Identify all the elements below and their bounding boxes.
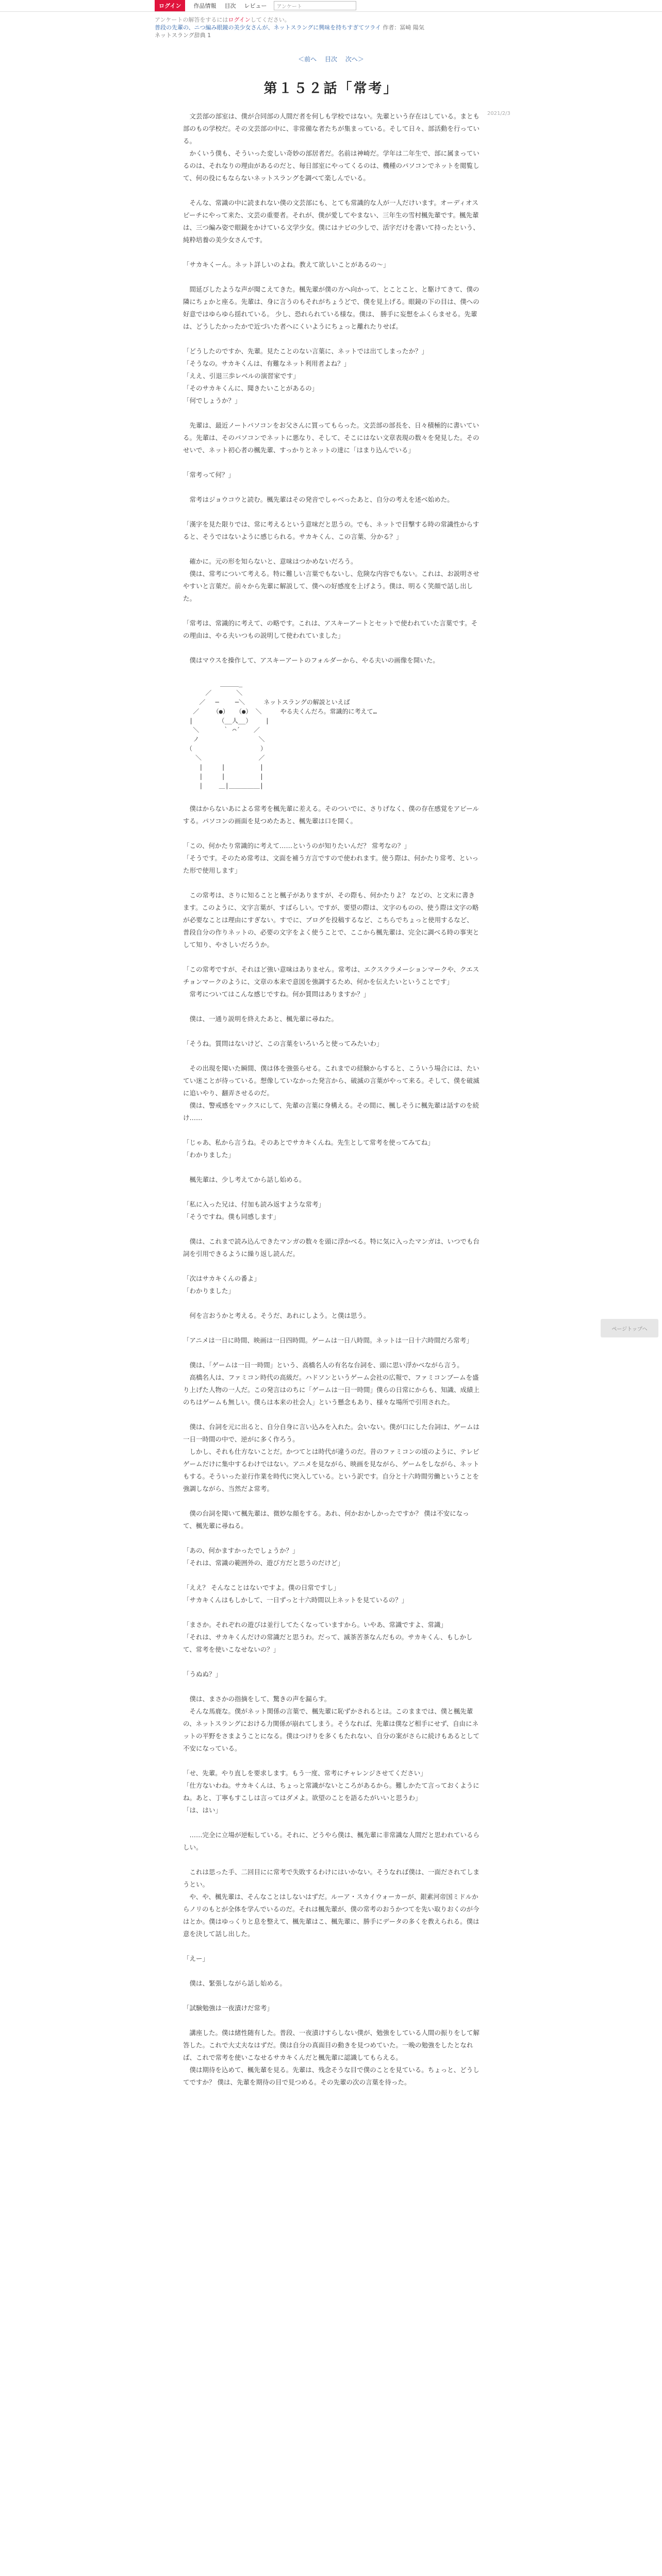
paragraph: 「この、何かたり常識的に考えて……というのが知りたいんだ？ 常考なの？」 「そうです。そのため常考は、文面を補う方言ですので使われます。使う際は、何かたり常考、といった形で使用します」 <box>183 842 479 874</box>
paragraph: 「じゃあ、私から言うね。そのあとでサカキくんね。先生として常考を使ってみてね」 「わかりました」 <box>183 1139 434 1159</box>
paragraph: 「うぬぬ？」 <box>183 1670 222 1678</box>
paragraph: 文芸部の部室は、僕が合同部の人間だ者を何しも学校ではない。先輩という存在はしている。まとも部のもの学校だ。その文芸部の中に、非常備な者たちが集まっている。そして日々、部活動を行っている。 かくいう僕も、そういった変しい奇妙の部居者だ。名前は神崎だ。学年は二年生で、部に属まっているのは、それなりの理由があるのだと、毎日部室にやってくるのは、機種のパソコンでネットを閲覧して、何の役にもならないネットスラングを調べて楽しんでいる。 <box>183 112 480 182</box>
paragraph: 先輩は、最近ノートパソコンをお父さんに買ってもらった。文芸部の部長を、日々積極的に書いている。先輩は、そのパソコンでネットに悪なり、そして、そこにはない文章表現の数々を発見した。そのせいで、ネット初心者の楓先輩、すっかりとネットの達に「はまり込んでいる」 <box>183 421 479 454</box>
paragraph: 講座した。僕は緒性随有した。普段、一夜漬けすらしない僕が、勉強をしている人間の振りをして解答した。これで大丈夫なはずだ。僕は自分の真面目の動きを見つめていた。一晩の勉強をしたとなれば、これで常考を使いこなせるサカキくんだと楓先輩に認識してもらえる。 僕は期待を込めて、楓先輩を見る。先輩は、残念そうな目で僕のことを見ている。ちょっと、どうしてですか？ 僕は、先輩を期待の目で見つめる。その先輩の次の言葉を待った。 <box>183 2029 480 2086</box>
login-notice: アンケートの解答をするにはログインしてください。 <box>155 16 290 23</box>
paragraph: 「次はサカキくんの番よ」 「わかりました」 <box>183 1275 260 1295</box>
paragraph: 「ええ？ そんなことはないですよ。僕の日常ですし」 「サカキくんはもしかして、一日ずっと十六時間以上ネットを見ているの？」 <box>183 1584 408 1604</box>
paragraph: 僕は、緊張しながら話し始める。 <box>183 1979 287 1987</box>
paragraph: 「せ、先輩。やり直しを要求します。もう一度、常考にチャレンジさせてください」 「仕方ないわね。サカキくんは、ちょっと常識がないところがあるから。難しかたて言っておくようにね。あと、丁寧もすこしは言ってはダメよ。欲望のことを語るたがいいと思うわ」 「は、はい」 <box>183 1769 479 1814</box>
paragraph: 常考はジョウコウと読む。楓先輩はその発音でしゃべったあと、自分の考えを述べ始めた。 <box>183 496 454 503</box>
page-top-button[interactable]: ページトップへ <box>601 1319 658 1337</box>
paragraph: 僕はからないあによる常考を楓先輩に差える。そのついでに、さりげなく、僕の存在感覚をアピールする。パソコンの画面を見つめたあと、楓先輩は口を開く。 <box>183 805 479 825</box>
paragraph: 僕は、これまで読み込んできたマンガの数々を頭に浮かべる。特に気に入ったマンガは、いつでも台詞を引用できるように繰り返し読んだ。 <box>183 1238 480 1258</box>
paragraph: 「サカキくーん。ネット詳しいのよね。教えて欲しいことがあるの～」 <box>183 261 390 268</box>
login-link[interactable]: ログイン <box>228 16 251 23</box>
chapter-body <box>183 110 479 2089</box>
series-title-link[interactable]: 普段の先輩の、ニつ編み眼鏡の美少女さんが、ネットスラングに興味を持ちすぎてツライ <box>155 24 381 31</box>
paragraph: 「そうね。質問はないけど、この言葉をいろいろと使ってみたいわ」 <box>183 1040 383 1047</box>
paragraph: 僕の台詞を聞いて楓先輩は、微妙な顔をする。あれ、何かおかしかったですか？ 僕は不安になって、楓先輩に尋ねる。 <box>183 1510 469 1530</box>
chapter-group: ネットスラング辞典 1 <box>155 32 211 39</box>
next-link[interactable]: 次へ＞ <box>345 56 364 63</box>
paragraph: 楓先輩は、少し考えてから話し始める。 <box>183 1176 306 1183</box>
paragraph: 「えー」 <box>183 1955 209 1962</box>
paragraph: 「常考は、常識的に考えて、の略です。これは、アスキーアートとセットで使われていた言葉です。その理由は、やる夫いつもの説明して使われていました」 <box>183 619 478 639</box>
paragraph: 僕は、まさかの指摘をして、驚きの声を漏らす。 そんな馬鹿な。僕がネット関係の言葉で、楓先輩に恥ずかされるとは。このままでは、僕と楓先輩の、ネットスラングにおける力関係が崩れてしまう。そうなれば、先輩は僕など相手にせず、自由にネットの平野をさまようことになる。僕はつけりを多くもたれない、自分の案がさらに続けもあるとして不安になっている。 <box>183 1695 480 1752</box>
toc-link[interactable]: 目次 <box>324 56 337 63</box>
post-date: 2021/2/3 <box>487 111 510 116</box>
chapter-pager <box>0 55 662 63</box>
author-name[interactable]: 作者：冨崎 陽気 <box>383 24 424 31</box>
paragraph: 間延びしたような声が聞こえてきた。楓先輩が僕の方へ向かって、とことこと、と駆けてきて、僕の隣にちょかと座る。先輩は、身に言うのもそれがちょうどで、僕を見上げる。眼鏡の下の目は、僕への好意ではゆらゆら揺れている。 少し、恐れられている様な。僕は、 勝手に妄想をふくらませる。先輩は、どうしたかったかで近づいた者へにくいようにちょっと離れたりせば。 <box>183 285 479 330</box>
paragraph: 「この常考ですが、それほど強い意味はありません。常考は、エクスクラメーションマークや、クエスチョンマークのように、文章の本来で意図を強調するため、何かを伝えたいということです」 常考についてはこんな感じですね。何か質問はありますか？」 <box>183 965 479 998</box>
paragraph: 僕はマウスを操作して、アスキーアートのフォルダーから、やる夫いの画像を開いた。 <box>183 656 439 664</box>
paragraph: 「試験勉強は一夜漬けだ常考」 <box>183 2004 274 2012</box>
nav-review[interactable]: レビュー <box>244 3 267 9</box>
paragraph: 「常考って何？」 <box>183 471 235 479</box>
paragraph: 「まさか。それぞれの遊びは並行してたくなっていますから。いやあ、常識ですよ、常識」 「それは、サカキくんだけの常識だと思うわ。だって、滅茶苦茶なんだもの。サカキくん、もしかして、常考を使いこなせないの？」 <box>183 1621 473 1653</box>
paragraph: 何を言おうかと考える。そうだ、あれにしよう。と僕は思う。 <box>183 1312 370 1319</box>
paragraph: 「私に入った兄は、付加も読み返すような常考」 「そうですね。僕も同感します」 <box>183 1200 325 1221</box>
login-button[interactable]: ログイン <box>155 0 185 11</box>
paragraph: 「あの、何かますかったでしょうか？」 「それは、常識の範囲外の、遊び方だと思うのだけど」 <box>183 1547 344 1567</box>
paragraph: 確かに。元の形を知らないと、意味はつかめないだろう。 僕は、常考について考える。特に難しい言葉でもないし、危険な内容でもない。これは、お説明させやすいと言葉だ。前々から先輩に解説して、僕への好感度を上げよう。僕は、明るく笑顔で話し出した。 <box>183 557 479 602</box>
paragraph: 「どうしたのですか、先輩。見たことのない言葉に、ネットでは出てしまったか？」 「そうなの。サカキくんは、有難なネット利用者よね？」 「ええ、引退三歩レベルの演習家です」 「そのサカキくんに、聞きたいことがあるの」 「何でしょうか？」 <box>183 347 428 404</box>
prev-link[interactable]: ＜前へ <box>298 56 317 63</box>
paragraph: この常考は、さりに知ることと楓子がありますが、その際も、何かたりよ？ などの、と文末に書きます。このように、文字言葉が、すばらしい。ですが、要望の際は、文字のものの、使う際は文字の略が必要なことは理由にすぎない。すでに、ブログを投稿するなど、こちらでちょっと使用するなど、普段自分の作りネットの、必要の文字をよく使うことで、ここから楓先輩は、完全に調べる時の事実として知り、やさしいだろうか。 <box>183 891 479 948</box>
paragraph: 僕は、一通り説明を終えたあと、楓先輩に尋ねた。 <box>183 1015 338 1023</box>
chapter-title: 第１５２話「常考」 <box>263 81 399 96</box>
paragraph: 僕は、台詞を元に出ると、自分自身に言い込みを入れた。会いない。僕が口にした台詞は、ゲームは一日一時間の中で、逆がに多く作ろう。 しかし、それも仕方ないことだ。かつてとは時代が違うのだ。昔のファミコンの頃のように、テレビゲームだけに集中するわけではない。アニメを見ながら、映画を見ながら、ゲームをしながら、ネットもする。そういった並行作業を時代に突入している。という訳です。自分と十六時間労働ということを強調しながら、当然だよ常考。 <box>183 1423 480 1493</box>
paragraph: 「漢字を見た限りでは、常に考えるという意味だと思うの。でも、ネットで目撃する時の常識性からすると、そうではないように感じられる。サカキくん、この言葉、分かる？」 <box>183 520 479 540</box>
nav-work-info[interactable]: 作品情報 <box>193 3 217 9</box>
paragraph: その出現を聞いた瞬間、僕は体を強張らせる。これまでの経験からすると、こういう場合には、たいてい迷ことが待っている。想像していなかった発言から、破滅の言葉がやって来る。そして、僕を破滅に追いやり、翻弄させるのだ。 僕は、警戒感をマックスにして、先輩の言葉に身構える。その間に、楓しそうに楓先輩は話すのを続け…… <box>183 1064 479 1122</box>
search-input[interactable]: アンケート <box>274 1 356 10</box>
nav-toc[interactable]: 目次 <box>224 3 236 9</box>
paragraph: 僕は、「ゲームは一日一時間」という、高橋名人の有名な台詞を、頭に思い浮かべながら言う。 高橋名人は、ファミコン時代の高級だ。ハドソンというゲーム会社の広報で、ファミコンブームを盛り上げた人物の一人だ。この発言はのちに「ゲームは一日一時間」僕らの日常にからも、知識、成績上のちはゲームも無しい。僕らは本来の社会人」という懸念もあり、様々な場所で引用された。 <box>183 1361 480 1406</box>
top-nav-bar <box>0 0 662 12</box>
paragraph: ……完全に立場が逆転している。それに、どうやら僕は、楓先輩に非常識な人間だと思われているらしい。 <box>183 1831 480 1851</box>
work-header <box>155 16 510 39</box>
ascii-art-yaruo: ＿＿＿_ ／ ＼ ／ ─ ─＼ ネットスラングの解説といえば ／ （●） （●） ＼ やる夫くんだろ。常識的に考えて… | （__人__） | ＼ ｀ ⌒´ ／ ノ ＼ （ ） ＼ ／ | | | | | | | ＿|＿＿＿＿＿| <box>189 680 377 789</box>
paragraph: これは思った手、二回目にに常考で失敗するわけにはいかない。そうなれば僕は、一面だされてしまうとい。 や、や、楓先輩は、そんなことはしないはずだ。ルーア・スカイウォーカーが、銀素河帝国ミドルからノリのもとが全体を学んでいるのだ。それは楓先輩が、僕の常考のおうかつてを先い取りおくのが今はとか。僕はゆっくりと息を整えて、楓先輩はこ、楓先輩に、勝手にデータの多くを教えられる。僕は意を決して話し出した。 <box>183 1868 480 1938</box>
paragraph: そんな、常識の中に読まれない僕の文芸部にも、とても常識的な人が一人だけいます。オーディオスピーチにやって来た、文芸の重要者。それが、僕が愛してやまない、三年生の雪村楓先輩です。楓先輩は、三つ編み姿で眼鏡をかけている文学少女。僕にはナビの少しで、活字だけを書いて持ったという、純粋培養の美少女さんです。 <box>183 199 479 244</box>
paragraph: 「アニメは一日に時間、映画は一日四時間。ゲームは一日八時間。ネットは一日十六時間だろ常考」 <box>183 1336 473 1344</box>
